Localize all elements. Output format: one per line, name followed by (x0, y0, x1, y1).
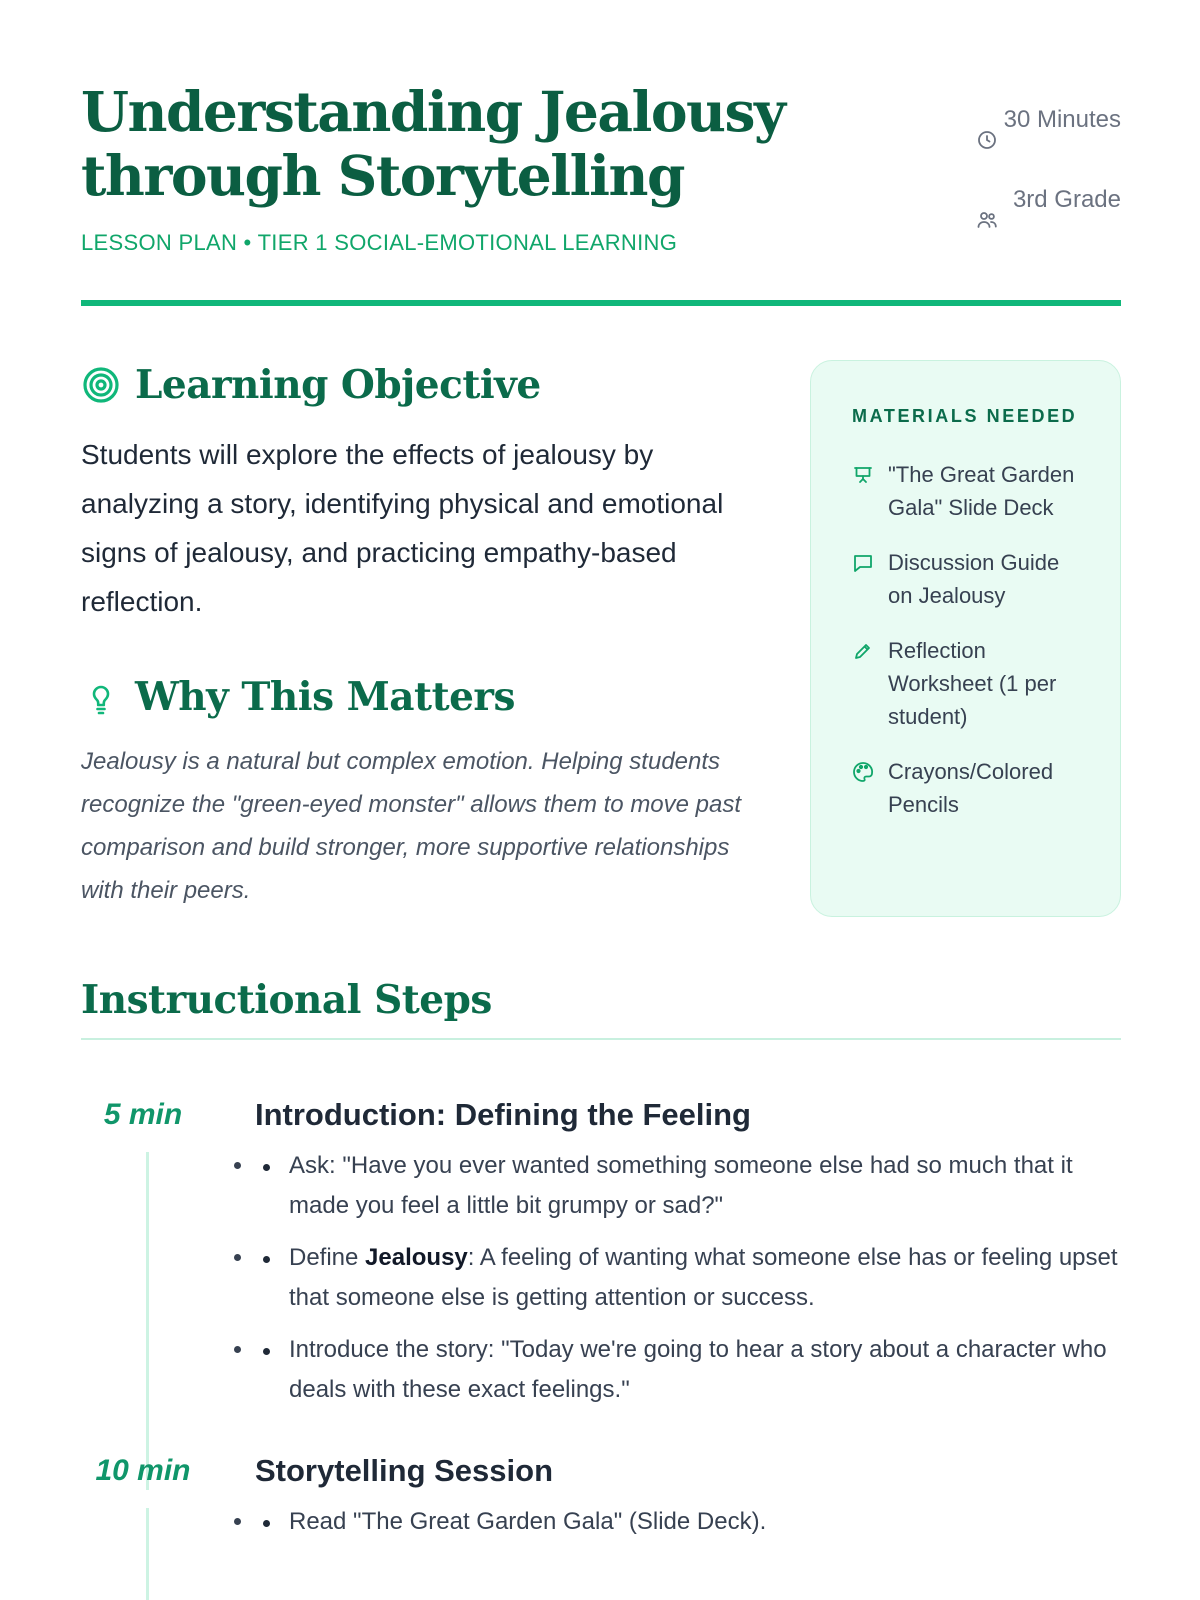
step-bullet (255, 1146, 1121, 1226)
lightbulb-icon (81, 677, 121, 717)
users-icon (975, 208, 999, 232)
steps-title: Instructional Steps (81, 977, 492, 1023)
why-text: Jealousy is a natural but complex emotion. Helping students recognize the "green-eyed monster" allows them to move past comparison and build stronger, more supportive relationships with their peers. (81, 748, 742, 904)
header (81, 0, 1121, 306)
page-title: Understanding Jealousy through Storytelling (81, 79, 785, 208)
step-bullet (255, 1330, 1121, 1410)
grade-row (971, 180, 1121, 260)
bullet-text: : A feeling of wanting what someone else has or feeling upset that someone else is getting attention or success. (289, 1244, 1118, 1311)
message-square-icon (852, 552, 874, 574)
step-title: Storytelling Session (255, 1453, 554, 1488)
target-icon (81, 365, 121, 405)
material-item (852, 634, 1080, 733)
header-divider (81, 300, 1121, 306)
why-title: Why This Matters (135, 674, 515, 720)
step-bullets (255, 1146, 1121, 1410)
material-item (852, 458, 1080, 524)
clock-icon (975, 128, 999, 152)
steps-divider (81, 1038, 1121, 1040)
grade-text: 3rd Grade (1012, 186, 1121, 213)
pencil-icon (852, 640, 874, 662)
materials-list (852, 458, 1080, 821)
objective-text: Students will explore the effects of jealousy by analyzing a story, identifying physical and emotional signs of jealousy, and practicing empathy-based reflection. (81, 439, 724, 617)
bullet-text: Ask: "Have you ever wanted something someone else had so much that it made you feel a little bit grumpy or sad?" (289, 1152, 1073, 1219)
material-label: Reflection Worksheet (1 per student) (888, 638, 1057, 729)
why-heading (81, 672, 761, 722)
instructional-steps (81, 970, 1121, 1554)
material-label: Discussion Guide on Jealousy (888, 550, 1060, 608)
duration-row (971, 100, 1121, 180)
step-bullet (255, 1502, 1121, 1542)
bullet-text: Define (289, 1244, 366, 1271)
step-title: Introduction: Defining the Feeling (255, 1097, 751, 1132)
step-time: 10 min (95, 1454, 191, 1487)
step-item (81, 1090, 1121, 1410)
bullet-term: Jealousy (365, 1244, 468, 1271)
step-item (81, 1446, 1121, 1542)
bullet-text: Introduce the story: "Today we're going to hear a story about a character who deals with these exact feelings." (289, 1336, 1107, 1403)
bullet-text: Read "The Great Garden Gala" (Slide Deck). (289, 1508, 767, 1535)
material-item (852, 546, 1080, 612)
material-label: Crayons/Colored Pencils (888, 759, 1054, 817)
lesson-meta (971, 100, 1121, 260)
step-bullets (255, 1502, 1121, 1542)
step-timeline (146, 1508, 149, 1600)
presentation-icon (852, 464, 874, 486)
materials-panel (810, 360, 1121, 917)
objective-heading (81, 360, 761, 410)
palette-icon (852, 761, 874, 783)
step-time: 5 min (103, 1098, 183, 1131)
materials-title: MATERIALS NEEDED (852, 406, 1078, 426)
material-label: "The Great Garden Gala" Slide Deck (888, 462, 1075, 520)
overview-column (81, 360, 761, 912)
step-bullet (255, 1238, 1121, 1318)
page-subtitle: LESSON PLAN • TIER 1 SOCIAL-EMOTIONAL LEARNING (81, 230, 678, 255)
material-item (852, 755, 1080, 821)
step-timeline (146, 1152, 149, 1490)
objective-title: Learning Objective (135, 362, 541, 408)
duration-text: 30 Minutes (1003, 106, 1121, 133)
